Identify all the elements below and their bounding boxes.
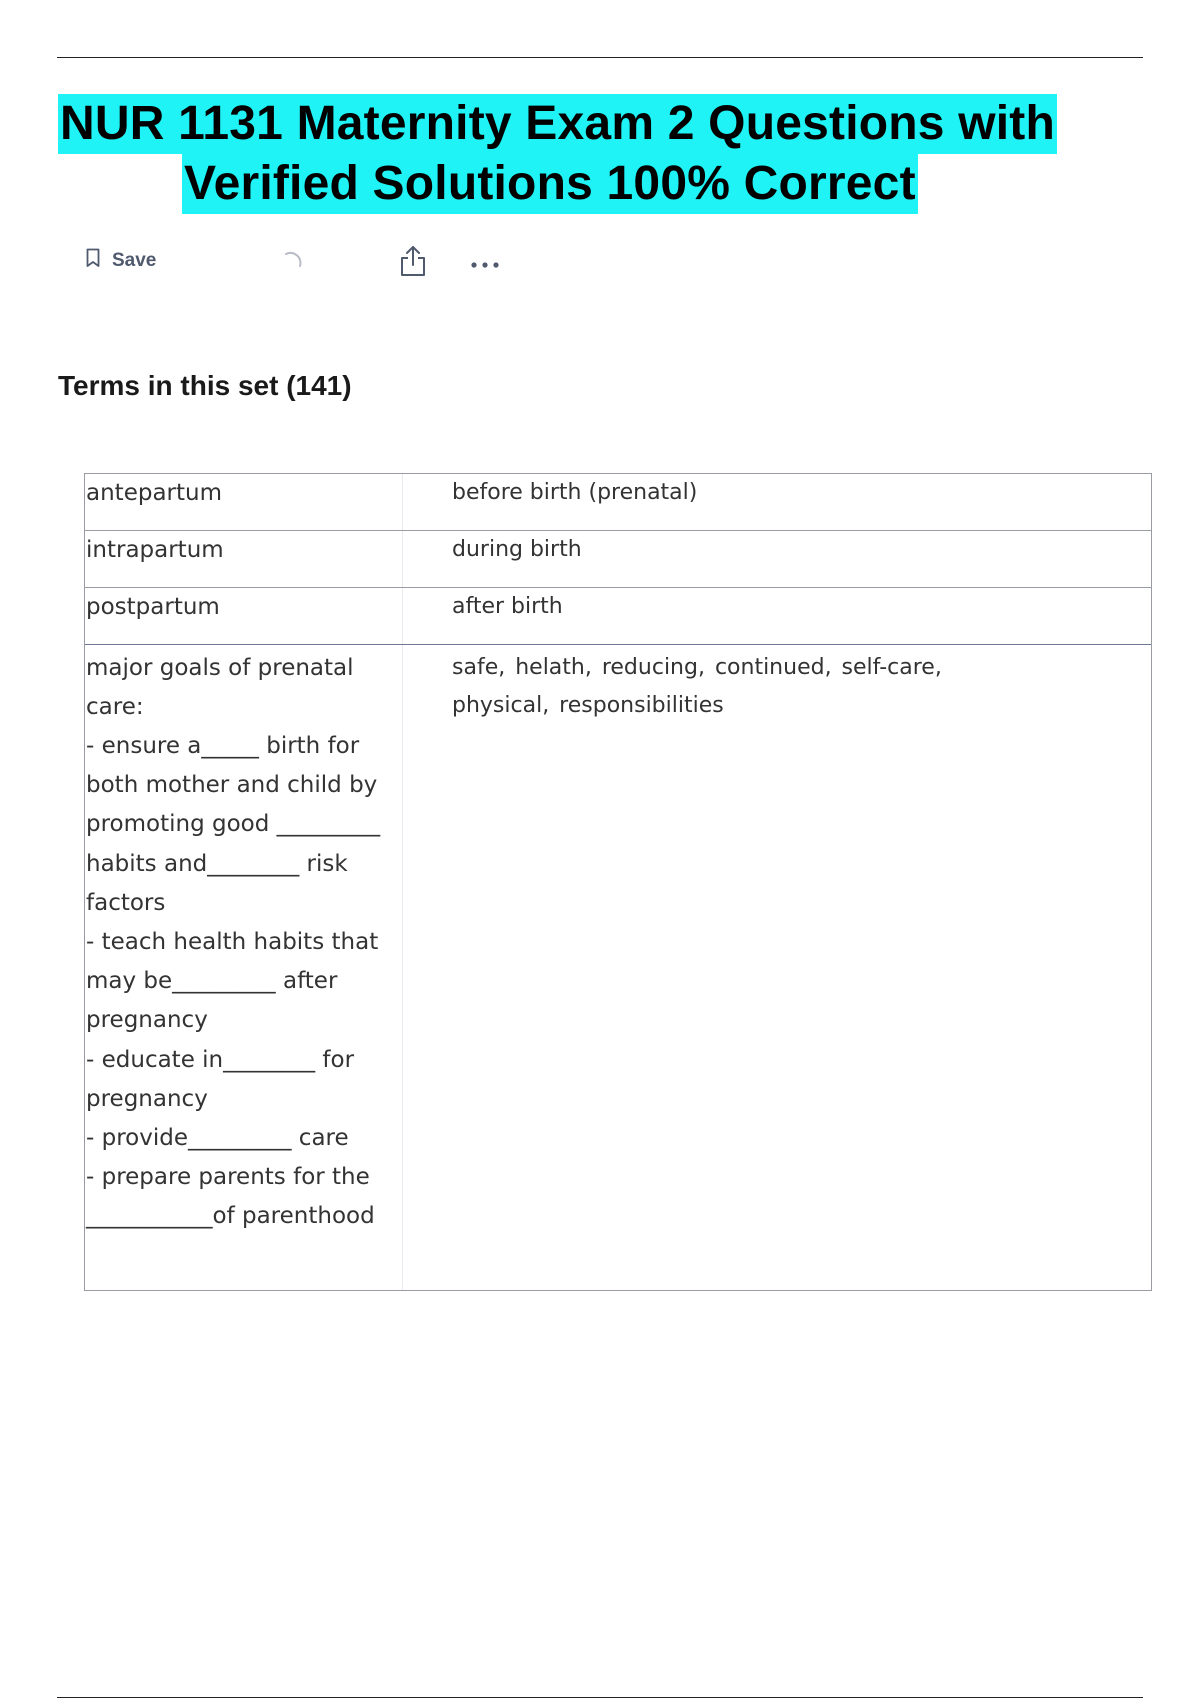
bookmark-icon: [86, 248, 100, 273]
terms-heading: Terms in this set (141): [58, 370, 352, 401]
term-row-prenatal-goals: [85, 644, 1151, 1290]
term-row-postpartum: [85, 588, 1151, 645]
more-options-button[interactable]: [470, 256, 500, 274]
definition-cell: safe, helath, reducing, continued, self-care, physical, responsibilities: [452, 654, 942, 718]
term-row-antepartum: [85, 474, 1151, 531]
title-line-2: Verified Solutions 100% Correct: [182, 154, 918, 214]
save-button[interactable]: [86, 248, 156, 273]
more-horizontal-icon: [470, 256, 500, 274]
definition-cell: after birth: [452, 594, 563, 619]
bottom-rule: [57, 1697, 1143, 1698]
definition-cell: during birth: [452, 537, 582, 562]
top-rule: [57, 57, 1143, 58]
set-toolbar: [0, 240, 600, 288]
term-cell: major goals of prenatal care: - ensure a_____ birth for both mother and child by promoting good _________ habits and________ risk factors - teach health habits that may be_________ after pregnancy - educate in________ for pregnancy - provide_________ care - prepare parents for the ___________of parenthood: [85, 645, 403, 1290]
term-cell: postpartum: [85, 588, 403, 644]
share-button[interactable]: [398, 244, 428, 283]
term-cell: intrapartum: [85, 531, 403, 587]
save-label: Save: [112, 249, 157, 271]
term-row-intrapartum: [85, 531, 1151, 588]
title-line-1: NUR 1131 Maternity Exam 2 Questions with: [58, 94, 1057, 154]
term-cell: antepartum: [85, 474, 403, 530]
share-icon: [398, 244, 428, 283]
spinner-icon: [280, 250, 304, 274]
terms-table: [84, 473, 1152, 1291]
definition-cell: before birth (prenatal): [452, 480, 698, 505]
